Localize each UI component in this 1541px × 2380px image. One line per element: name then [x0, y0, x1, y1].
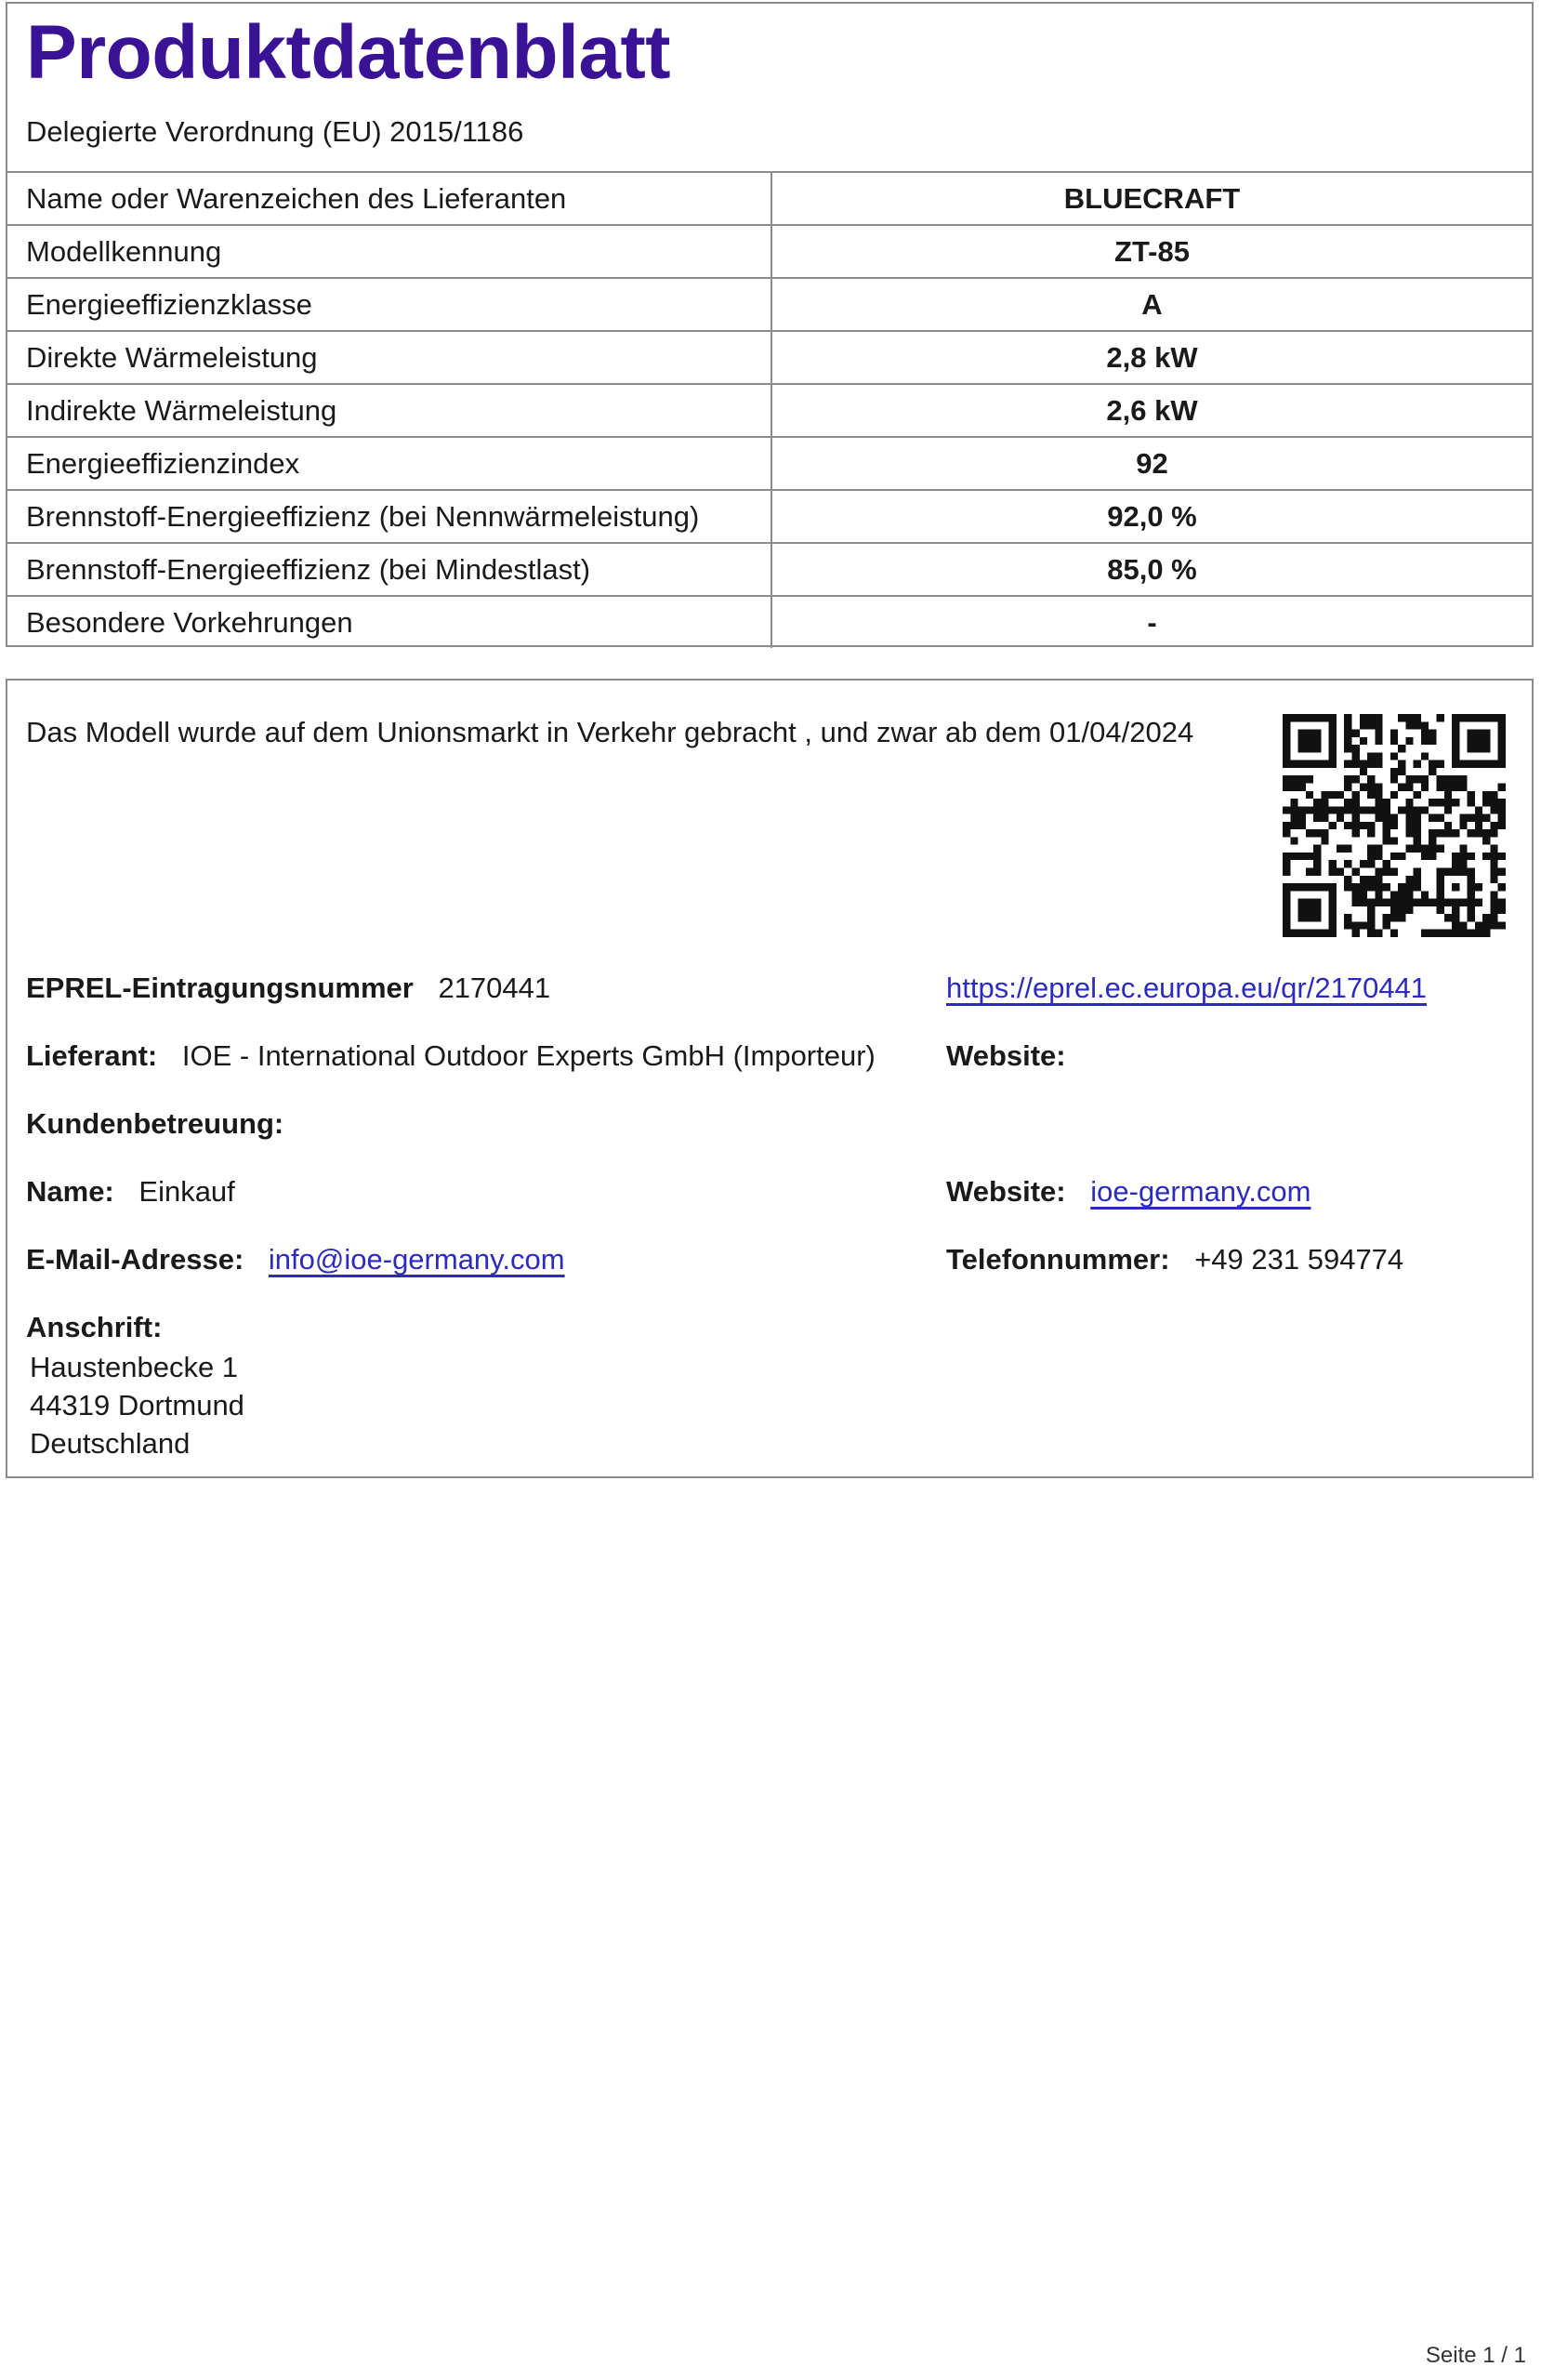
table-row: [7, 277, 1532, 330]
eprel-url-link[interactable]: https://eprel.ec.europa.eu/qr/2170441: [946, 972, 1428, 1004]
market-info-section: [6, 679, 1534, 1478]
row-label: Brennstoff-Energieeffizienz (bei Nennwärmeleistung): [7, 491, 772, 542]
regulation-subtitle: Delegierte Verordnung (EU) 2015/1186: [26, 115, 524, 148]
row-value: 92: [1136, 446, 1168, 480]
phone-row: [946, 1243, 1403, 1276]
customer-service-label: Kundenbetreuung:: [26, 1107, 284, 1140]
row-value: 2,8 kW: [1106, 340, 1198, 374]
table-row: [7, 542, 1532, 595]
name-label: Name:: [26, 1175, 114, 1208]
supplier-value: IOE - International Outdoor Experts GmbH (Importeur): [181, 1039, 876, 1072]
row-label: Modellkennung: [7, 226, 772, 277]
market-text: Das Modell wurde auf dem Unionsmarkt in Verkehr gebracht , und zwar ab dem 01/04/2024: [26, 716, 1194, 748]
email-link[interactable]: info@ioe-germany.com: [268, 1243, 565, 1276]
table-row: [7, 489, 1532, 542]
eprel-row: [26, 972, 550, 1005]
row-value: A: [1141, 287, 1163, 321]
contact-website-row: [946, 1175, 1311, 1209]
table-row: [7, 171, 1532, 224]
row-value: 2,6 kW: [1106, 393, 1198, 427]
table-row: [7, 383, 1532, 436]
row-value: 92,0 %: [1107, 499, 1197, 533]
table-row: [7, 330, 1532, 383]
address-line: 44319 Dortmund: [30, 1389, 244, 1421]
address-label: Anschrift:: [26, 1311, 163, 1343]
email-row: [26, 1243, 565, 1276]
row-label: Name oder Warenzeichen des Lieferanten: [7, 173, 772, 224]
page-number: Seite 1 / 1: [1425, 2343, 1526, 2368]
row-value: -: [1147, 605, 1157, 639]
phone-label: Telefonnummer:: [946, 1243, 1170, 1276]
address-line: Deutschland: [30, 1427, 191, 1460]
email-label: E-Mail-Adresse:: [26, 1243, 244, 1276]
website-label: Website:: [946, 1175, 1066, 1208]
phone-value: +49 231 594774: [1194, 1243, 1404, 1276]
table-row: [7, 436, 1532, 489]
row-label: Energieeffizienzklasse: [7, 279, 772, 330]
row-value: 85,0 %: [1107, 552, 1197, 586]
supplier-label: Lieferant:: [26, 1039, 158, 1072]
row-label: Besondere Vorkehrungen: [7, 597, 772, 648]
row-label: Direkte Wärmeleistung: [7, 332, 772, 383]
eprel-number: 2170441: [438, 972, 551, 1004]
row-label: Energieeffizienzindex: [7, 438, 772, 489]
product-data-table: [7, 171, 1532, 648]
website-link[interactable]: ioe-germany.com: [1090, 1175, 1311, 1208]
page-title: Produktdatenblatt: [26, 10, 671, 95]
name-value: Einkauf: [138, 1175, 235, 1208]
table-row: [7, 224, 1532, 277]
contact-name-row: [26, 1175, 235, 1209]
row-label: Indirekte Wärmeleistung: [7, 385, 772, 436]
table-row: [7, 595, 1532, 648]
qr-code-icon[interactable]: [1283, 714, 1506, 937]
row-value: ZT-85: [1114, 234, 1190, 268]
address-line: Haustenbecke 1: [30, 1351, 239, 1383]
product-data-section: [6, 2, 1534, 647]
row-value: BLUECRAFT: [1063, 181, 1241, 215]
address-block: [30, 1348, 244, 1462]
supplier-row: [26, 1039, 876, 1073]
eprel-label: EPREL-Eintragungsnummer: [26, 972, 414, 1004]
row-label: Brennstoff-Energieeffizienz (bei Mindestlast): [7, 544, 772, 595]
website-label: Website:: [946, 1039, 1066, 1072]
